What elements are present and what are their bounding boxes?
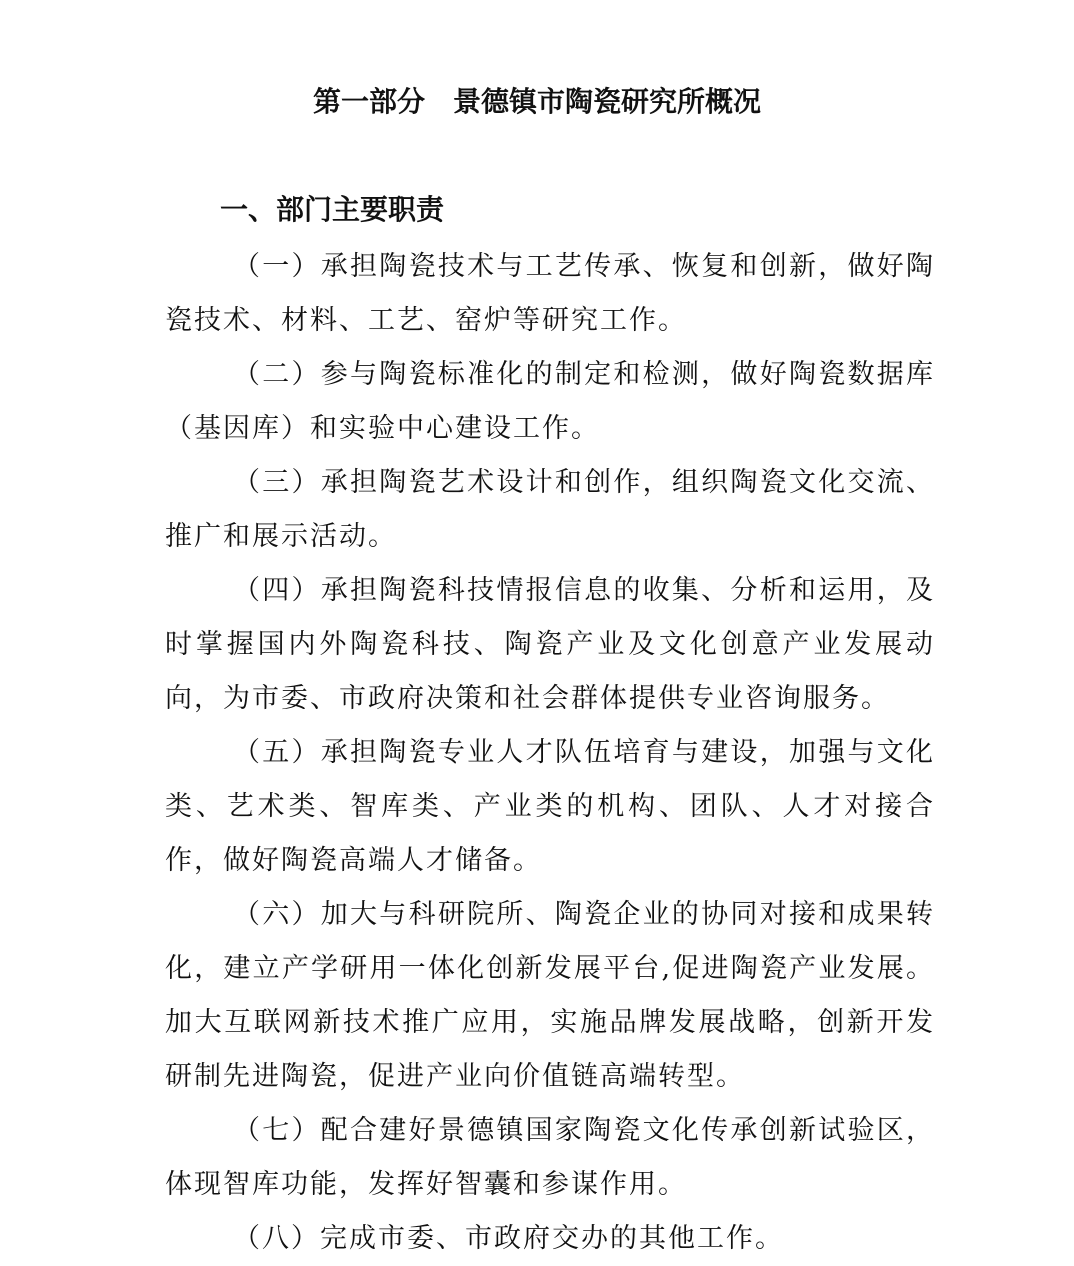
paragraph-4: （四）承担陶瓷科技情报信息的收集、分析和运用，及时掌握国内外陶瓷科技、陶瓷产业及文化创意产业发展动向，为市委、市政府决策和社会群体提供专业咨询服务。 xyxy=(165,575,935,714)
paragraph-7: （七）配合建好景德镇国家陶瓷文化传承创新试验区，体现智库功能，发挥好智囊和参谋作用。 xyxy=(165,1115,935,1200)
section-heading: 一、部门主要职责 xyxy=(220,193,445,226)
paragraph-2: （二）参与陶瓷标准化的制定和检测，做好陶瓷数据库（基因库）和实验中心建设工作。 xyxy=(165,359,935,444)
paragraph-6: （六）加大与科研院所、陶瓷企业的协同对接和成果转化，建立产学研用一体化创新发展平台,促进陶瓷产业发展。加大互联网新技术推广应用，实施品牌发展战略，创新开发研制先进陶瓷，促进产业向价值链高端转型。 xyxy=(165,899,935,1092)
paragraph-8: （八）完成市委、市政府交办的其他工作。 xyxy=(233,1223,784,1254)
paragraph-1: （一）承担陶瓷技术与工艺传承、恢复和创新，做好陶瓷技术、材料、工艺、窑炉等研究工作。 xyxy=(165,251,935,336)
document-title: 第一部分 景德镇市陶瓷研究所概况 xyxy=(312,85,761,118)
paragraph-5: （五）承担陶瓷专业人才队伍培育与建设，加强与文化类、艺术类、智库类、产业类的机构、团队、人才对接合作，做好陶瓷高端人才储备。 xyxy=(165,737,935,876)
document-body xyxy=(165,240,935,1266)
paragraph-3: （三）承担陶瓷艺术设计和创作，组织陶瓷文化交流、推广和展示活动。 xyxy=(165,467,935,552)
